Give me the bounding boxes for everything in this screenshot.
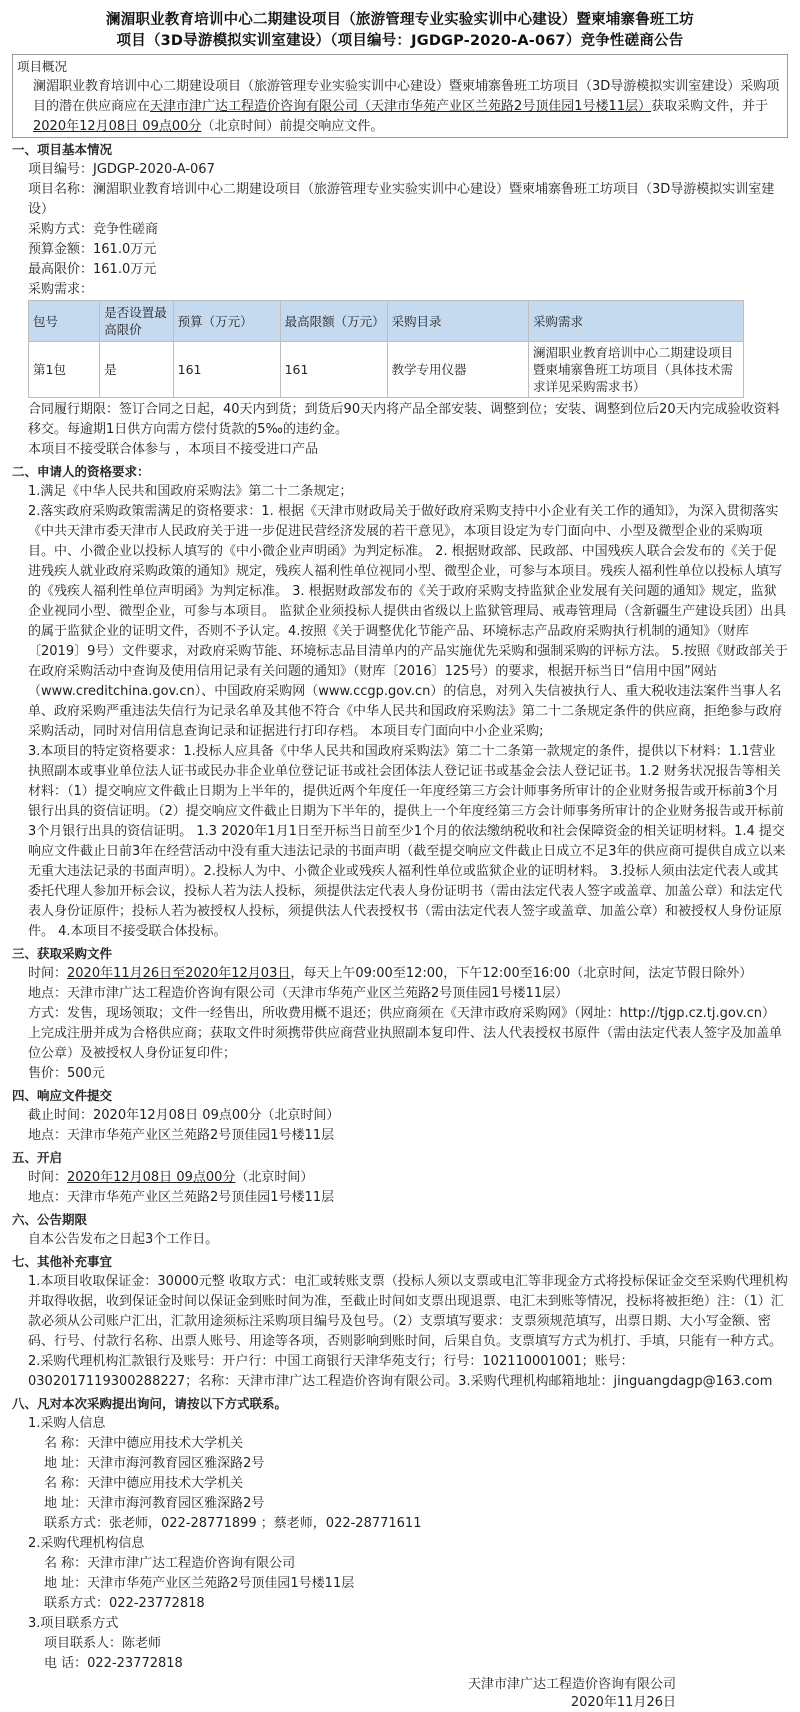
- section-5-body: [12, 1168, 788, 1208]
- purchaser-subheading: 1.采购人信息: [28, 1416, 106, 1431]
- section-1-footer: [12, 400, 788, 460]
- notice-period: 自本公告发布之日起3个工作日。: [28, 1232, 219, 1247]
- acquire-time: [28, 964, 788, 984]
- table-cell: 澜湄职业教育培训中心二期建设项目暨柬埔寨鲁班工坊项目（具体技术需求详见采购需求书）: [529, 342, 744, 398]
- section-8-body: [12, 1414, 788, 1674]
- overview-box: [12, 54, 788, 138]
- qualification-3: 3.本项目的特定资格要求：1.投标人应具备《中华人民共和国政府采购法》第二十二条第一款规定的条件，提供以下材料：1.1营业执照副本或事业单位法人证书或民办非企业单位登记证书或社会团体法人登记证书或基金会法人登记证书。1.2 财务状况报告等相关材料：（1）提交响应文件截止日期为上半年的，提供近两个年度任一年度经第三方会计师事务所审计的企业财务报告或开标前3个月银行出具的资信证明。（2）提交响应文件截止日期为下半年的，提供上一个年度经第三方会计师事务所审计的企业财务报告或开标前3个月银行出具的资信证明。 1.3 2020年1月1日至开标当日前至少1个月的依法缴纳税收和社会保障资金的相关证明材料。1.4 提交响应文件截止日前3年在经营活动中没有重大违法记录的书面声明（截至提交响应文件截止日成立不足3年的供应商可提供自成立以来无重大违法记录的书面声明）。2.投标人为中、小微企业或残疾人福利性单位或监狱企业的证明材料。 3.投标人须由法定代表人或其委托代理人参加开标会议，投标人若为法人投标，须提供法定代表人身份证明书（需由法定代表人签字或盖章、加盖公章）和法定代表人身份证原件；投标人若为被授权人投标，须提供法人代表授权书（需由法定代表人签字或盖章、加盖公章）和被授权人身份证原件。 4.本项目不接受联合体投标。: [28, 744, 786, 939]
- signature-block: [12, 1676, 788, 1712]
- procurement-table: [28, 300, 744, 398]
- section-7-body: [12, 1272, 788, 1392]
- notice-title: [12, 10, 788, 52]
- table-cell: 教学专用仪器: [387, 342, 529, 398]
- opening-time-label: 时间：: [28, 1170, 68, 1185]
- title-line-2: 项目（3D导游模拟实训室建设）（项目编号：JGDGP-2020-A-067）竞争性磋商公告: [116, 33, 684, 49]
- title-line-1: 澜湄职业教育培训中心二期建设项目（旅游管理专业实验实训中心建设）暨柬埔寨鲁班工坊: [106, 12, 694, 28]
- overview-address: 天津市津广达工程造价咨询有限公司（天津市华苑产业区兰苑路2号顶佳园1号楼11层）: [150, 99, 652, 114]
- section-6-heading: 六、公告期限: [12, 1212, 88, 1227]
- table-header-cell: 采购需求: [529, 301, 744, 342]
- agent-address: 地 址：天津市华苑产业区兰苑路2号顶佳园1号楼11层: [44, 1576, 355, 1591]
- section-3-heading: 三、获取采购文件: [12, 946, 113, 961]
- overview-text-post: （北京时间）前提交响应文件。: [201, 119, 384, 134]
- qualification-2: 2.落实政府采购政策需满足的资格要求：1. 根据《天津市财政局关于做好政府采购支持中小企业有关工作的通知》，为深入贯彻落实《中共天津市委天津市人民政府关于进一步促进民营经济发展的若干意见》，本项目设定为专门面向中、小型及微型企业的采购项目。中、小微企业以投标人填写的《中小微企业声明函》为判定标准。 2. 根据财政部、民政部、中国残疾人联合会发布的《关于促进残疾人就业政府采购政策的通知》规定，残疾人福利性单位视同小型、微型企业，可参与本项目。残疾人福利性单位以投标人填写的《残疾人福利性单位声明函》为判定标准。 3. 根据财政部发布的《关于政府采购支持监狱企业发展有关问题的通知》规定，监狱企业视同小型、微型企业，可参与本项目。 监狱企业须投标人提供由省级以上监狱管理局、戒毒管理局（含新疆生产建设兵团）出具的属于监狱企业的证明文件，否则不予认定。4.按照《关于调整优化节能产品、环境标志产品政府采购执行机制的通知》（财库〔2019〕9号）文件要求，对政府采购节能、环境标志品目清单内的产品实施优先采购和强制采购的评标方法。 5.按照《财政部关于在政府采购活动中查询及使用信用记录有关问题的通知》（财库〔2016〕125号）的要求，根据开标当日“信用中国”网站（www.creditchina.gov.cn）、中国政府采购网（www.ccgp.gov.cn）的信息，对列入失信被执行人、重大税收违法案件当事人名单、政府采购严重违法失信行为记录名单及其他不符合《中华人民共和国政府采购法》第二十二条规定条件的供应商，拒绝参与政府采购活动，同时对信用信息查询记录和证据进行打印存档。 本项目专门面向中小企业采购;: [28, 504, 788, 739]
- acquire-way: 方式：发售，现场领取；文件一经售出，所收费用概不退还；供应商须在《天津市政府采购网》（网址：http://tjgp.cz.tj.gov.cn）上完成注册并成为合格供应商；获取文件时须携带供应商营业执照副本复印件、法人代表授权书原件（需由法定代表人签字及加盖单位公章）及被授权人身份证复印件；: [28, 1006, 783, 1061]
- project-name: 项目名称：澜湄职业教育培训中心二期建设项目（旅游管理专业实验实训中心建设）暨柬埔寨鲁班工坊项目（3D导游模拟实训室建设）: [28, 182, 775, 217]
- section-7-heading: 七、其他补充事宜: [12, 1254, 113, 1269]
- overview-deadline: 2020年12月08日 09点00分: [33, 119, 202, 134]
- overview-heading: 项目概况: [17, 59, 68, 74]
- agent-subheading: 2.采购代理机构信息: [28, 1536, 145, 1551]
- purchaser-address-2: 地 址：天津市海河教育园区雅深路2号: [44, 1496, 265, 1511]
- acquire-time-label: 时间：: [28, 966, 68, 981]
- section-1-body: [12, 160, 788, 300]
- overview-text-mid: 获取采购文件，并于: [651, 99, 769, 114]
- acquire-place: 地点：天津市津广达工程造价咨询有限公司（天津市华苑产业区兰苑路2号顶佳园1号楼11层）: [28, 986, 569, 1001]
- project-number: 项目编号：JGDGP-2020-A-067: [28, 162, 215, 177]
- section-5-heading: 五、开启: [12, 1150, 63, 1165]
- needs-label: 采购需求：: [28, 282, 94, 297]
- procurement-method: 采购方式：竞争性磋商: [28, 222, 159, 237]
- signature-org: 天津市津广达工程造价咨询有限公司: [467, 1677, 676, 1692]
- acquire-time-rest: ，每天上午09:00至12:00，下午12:00至16:00（北京时间，法定节假日除外）: [290, 966, 753, 981]
- table-cell: 161: [280, 342, 387, 398]
- opening-place: 地点：天津市华苑产业区兰苑路2号顶佳园1号楼11层: [28, 1190, 335, 1205]
- section-1-heading: 一、项目基本情况: [12, 142, 113, 157]
- section-3-body: [12, 964, 788, 1084]
- table-cell: 第1包: [29, 342, 100, 398]
- section-4-heading: 四、响应文件提交: [12, 1088, 113, 1103]
- qualification-1: 1.满足《中华人民共和国政府采购法》第二十二条规定；: [28, 484, 353, 499]
- project-contact-phone: 电 话：022-23772818: [44, 1656, 183, 1671]
- no-union-note: 本项目不接受联合体参与 ，本项目不接受进口产品: [28, 442, 319, 457]
- submit-deadline: 截止时间：2020年12月08日 09点00分（北京时间）: [28, 1108, 340, 1123]
- opening-time-rest: （北京时间）: [235, 1170, 314, 1185]
- signature-date: 2020年11月26日: [570, 1695, 676, 1710]
- table-header-cell: 最高限额（万元）: [280, 301, 387, 342]
- section-4-body: [12, 1106, 788, 1146]
- submit-place: 地点：天津市华苑产业区兰苑路2号顶佳园1号楼11层: [28, 1128, 335, 1143]
- table-cell: 161: [173, 342, 280, 398]
- max-price: 最高限价：161.0万元: [28, 262, 157, 277]
- section-2-heading: 二、申请人的资格要求：: [12, 464, 150, 479]
- project-contact-subheading: 3.项目联系方式: [28, 1616, 119, 1631]
- acquire-time-range: 2020年11月26日至2020年12月03日: [67, 966, 291, 981]
- contract-period: 合同履行期限：签订合同之日起，40天内到货；到货后90天内将产品全部安装、调整到位；安装、调整到位后20天内完成验收资料移交。每逾期1日供方向需方偿付货款的5‰的违约金。: [28, 402, 780, 437]
- overview-text: [17, 77, 783, 137]
- table-row: [29, 342, 744, 398]
- section-6-body: [12, 1230, 788, 1250]
- purchaser-address: 地 址：天津市海河教育园区雅深路2号: [44, 1456, 265, 1471]
- purchaser-contact: 联系方式：张老师，022-28771899 ；蔡老师，022-28771611: [44, 1516, 422, 1531]
- other-matters: 1.本项目收取保证金：30000元整 收取方式：电汇或转账支票（投标人须以支票或电汇等非现金方式将投标保证金交至采购代理机构并取得收据，收到保证金时间以保证金到账时间为准，至截止时间如支票出现退票、电汇未到账等情况，投标将被拒绝）注：（1）汇款必须从公司账户汇出，汇款用途须标注采购项目编号及包号。（2）支票填写要求：支票须规范填写，出票日期、大小写金额、密码、行号、付款行名称、出票人账号、用途等各项，否则影响到账时间，后果自负。支票填写方式为机打、手填，只能有一种方式。2.采购代理机构汇款银行及账号：开户行：中国工商银行天津华苑支行；行号：102110001001；账号：0302017119300288227；名称：天津市津广达工程造价咨询有限公司。3.采购代理机构邮箱地址：jinguangdagp@163.com: [28, 1274, 788, 1389]
- section-2-body: [12, 482, 788, 942]
- opening-time-value: 2020年12月08日 09点00分: [67, 1170, 236, 1185]
- table-header-cell: 预算（万元）: [173, 301, 280, 342]
- section-8-heading: 八、凡对本次采购提出询问，请按以下方式联系。: [12, 1396, 288, 1411]
- table-header-cell: 包号: [29, 301, 100, 342]
- purchaser-name: 名 称：天津中德应用技术大学机关: [44, 1436, 244, 1451]
- purchaser-name-2: 名 称：天津中德应用技术大学机关: [44, 1476, 244, 1491]
- agent-name: 名 称：天津市津广达工程造价咨询有限公司: [44, 1556, 296, 1571]
- budget-amount: 预算金额：161.0万元: [28, 242, 157, 257]
- table-header-cell: 是否设置最高限价: [100, 301, 173, 342]
- overview-text-pre: 澜湄职业教育培训中心二期建设项目（旅游管理专业实验实训中心建设）暨柬埔寨鲁班工坊项目（3D导游模拟实训室建设）采购项目的潜在供应商应在: [33, 79, 780, 114]
- agent-contact: 联系方式：022-23772818: [44, 1596, 205, 1611]
- table-header-row: [29, 301, 744, 342]
- table-header-cell: 采购目录: [387, 301, 529, 342]
- opening-time: [28, 1168, 788, 1188]
- table-cell: 是: [100, 342, 173, 398]
- project-contact-person: 项目联系人：陈老师: [44, 1636, 162, 1651]
- acquire-price: 售价：500元: [28, 1066, 105, 1081]
